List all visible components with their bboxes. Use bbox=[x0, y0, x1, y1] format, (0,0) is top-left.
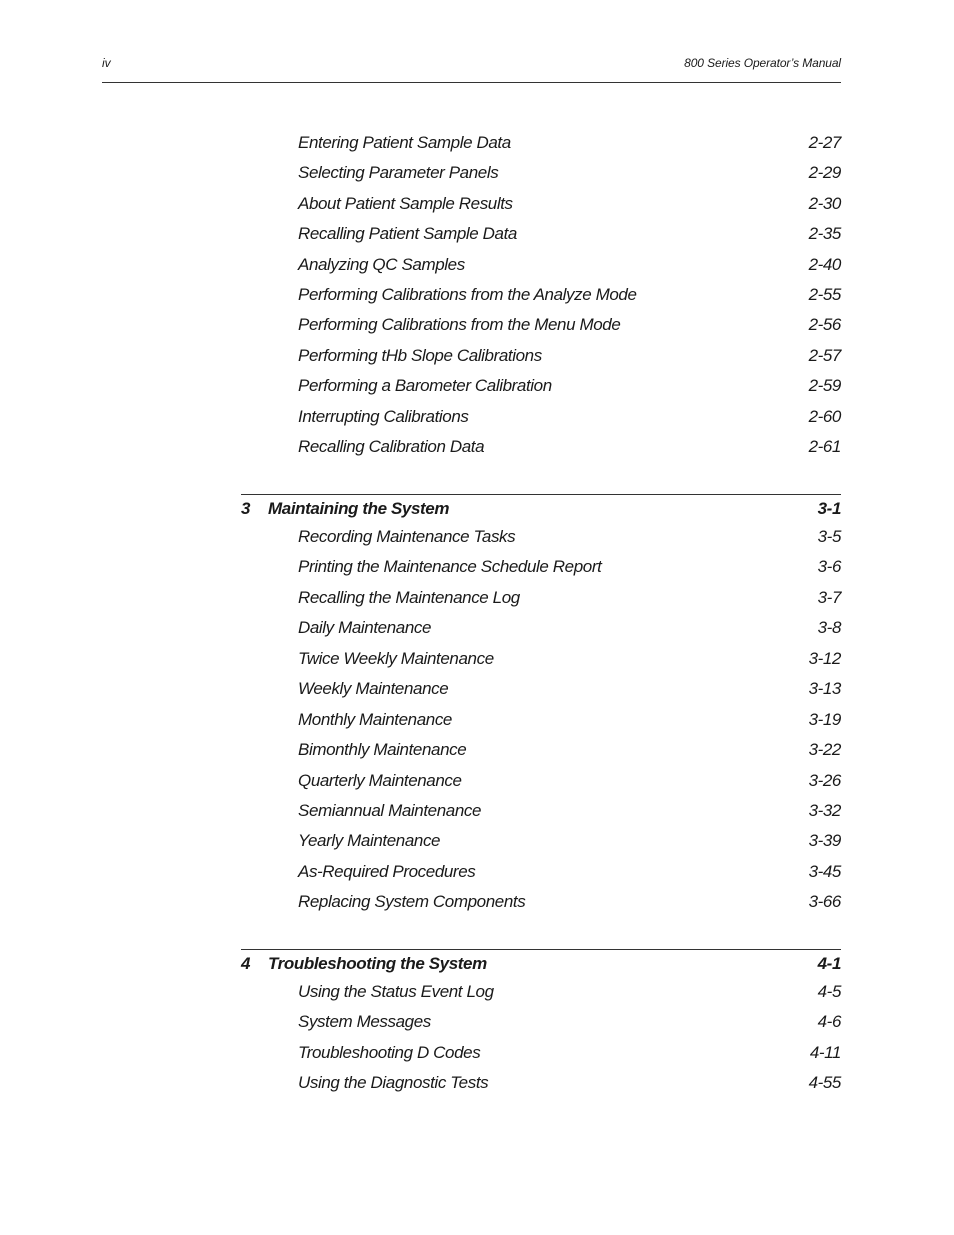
toc-entry-title: Performing a Barometer Calibration bbox=[298, 376, 552, 395]
toc-entry-page: 2-30 bbox=[808, 194, 841, 213]
toc-entry-page: 3-6 bbox=[817, 557, 841, 576]
toc-entry-title: Using the Status Event Log bbox=[298, 982, 494, 1001]
page-number: iv bbox=[102, 56, 111, 70]
toc-entry[interactable] bbox=[298, 679, 841, 701]
toc-entry-page: 2-55 bbox=[808, 285, 841, 304]
toc-entry-title: Entering Patient Sample Data bbox=[298, 133, 511, 152]
toc-entry-title: About Patient Sample Results bbox=[298, 194, 513, 213]
toc-entry-page: 2-59 bbox=[808, 376, 841, 395]
chapter-page: 3-1 bbox=[817, 499, 841, 518]
toc-entry-title: Printing the Maintenance Schedule Report bbox=[298, 557, 602, 576]
toc-entry[interactable] bbox=[298, 831, 841, 853]
toc-entry-page: 2-40 bbox=[808, 255, 841, 274]
toc-entry[interactable] bbox=[298, 133, 841, 155]
toc-entry-title: Monthly Maintenance bbox=[298, 710, 452, 729]
toc-entry-title: System Messages bbox=[298, 1012, 431, 1031]
toc-entry[interactable] bbox=[298, 771, 841, 793]
toc-entry[interactable] bbox=[298, 1012, 841, 1034]
toc-chapter-3[interactable] bbox=[241, 499, 841, 521]
toc-entry[interactable] bbox=[298, 740, 841, 762]
toc-entry[interactable] bbox=[298, 437, 841, 459]
toc-entry[interactable] bbox=[298, 710, 841, 732]
toc-entry-page: 2-57 bbox=[808, 346, 841, 365]
toc-entry[interactable] bbox=[298, 315, 841, 337]
toc-entry-title: As-Required Procedures bbox=[298, 862, 476, 881]
toc-entry-page: 2-29 bbox=[808, 163, 841, 182]
toc-entry-title: Weekly Maintenance bbox=[298, 679, 449, 698]
toc-entry-title: Performing Calibrations from the Analyze Mode bbox=[298, 285, 637, 304]
toc-entry[interactable] bbox=[298, 618, 841, 640]
toc-entry-page: 2-56 bbox=[808, 315, 841, 334]
chapter-divider bbox=[241, 949, 841, 950]
toc-entry[interactable] bbox=[298, 346, 841, 368]
toc-entry-title: Daily Maintenance bbox=[298, 618, 432, 637]
toc-entry-page: 2-61 bbox=[808, 437, 841, 456]
toc-entry[interactable] bbox=[298, 801, 841, 823]
chapter-number: 4 bbox=[241, 954, 251, 973]
toc-entry-title: Analyzing QC Samples bbox=[298, 255, 465, 274]
toc-entry-page: 3-5 bbox=[817, 527, 841, 546]
toc-entry[interactable] bbox=[298, 892, 841, 914]
toc-entry-page: 4-6 bbox=[817, 1012, 841, 1031]
toc-entry-page: 3-22 bbox=[808, 740, 841, 759]
toc-entry-page: 3-39 bbox=[808, 831, 841, 850]
chapter-title: Maintaining the System bbox=[268, 499, 450, 518]
toc-entry[interactable] bbox=[298, 1043, 841, 1065]
toc-entry-title: Bimonthly Maintenance bbox=[298, 740, 467, 759]
toc-entry-title: Interrupting Calibrations bbox=[298, 407, 469, 426]
toc-entry-title: Yearly Maintenance bbox=[298, 831, 441, 850]
toc-entry-title: Replacing System Components bbox=[298, 892, 526, 911]
toc-entry-page: 3-19 bbox=[808, 710, 841, 729]
toc-entry[interactable] bbox=[298, 285, 841, 307]
toc-entry[interactable] bbox=[298, 255, 841, 277]
toc-entry-title: Performing Calibrations from the Menu Mode bbox=[298, 315, 621, 334]
manual-title: 800 Series Operator’s Manual bbox=[684, 56, 841, 70]
toc-entry-page: 3-8 bbox=[817, 618, 841, 637]
toc-entry[interactable] bbox=[298, 649, 841, 671]
toc-entry[interactable] bbox=[298, 1073, 841, 1095]
toc-entry[interactable] bbox=[298, 862, 841, 884]
toc-entry[interactable] bbox=[298, 407, 841, 429]
toc-entry[interactable] bbox=[298, 527, 841, 549]
chapter-page: 4-1 bbox=[817, 954, 841, 973]
toc-entry[interactable] bbox=[298, 588, 841, 610]
toc-entry-title: Recording Maintenance Tasks bbox=[298, 527, 516, 546]
toc-entry-title: Recalling the Maintenance Log bbox=[298, 588, 520, 607]
toc-entry-page: 3-7 bbox=[817, 588, 841, 607]
toc-entry[interactable] bbox=[298, 557, 841, 579]
toc-entry-page: 2-60 bbox=[808, 407, 841, 426]
toc-entry[interactable] bbox=[298, 224, 841, 246]
toc-entry-title: Semiannual Maintenance bbox=[298, 801, 482, 820]
toc-entry-page: 4-11 bbox=[809, 1043, 841, 1062]
toc-entry-page: 3-45 bbox=[808, 862, 841, 881]
toc-entry-page: 4-55 bbox=[808, 1073, 841, 1092]
toc-entry-page: 2-27 bbox=[808, 133, 841, 152]
toc-entry-title: Recalling Calibration Data bbox=[298, 437, 485, 456]
toc-entry-title: Selecting Parameter Panels bbox=[298, 163, 499, 182]
toc-entry-page: 3-32 bbox=[808, 801, 841, 820]
chapter-number: 3 bbox=[241, 499, 251, 518]
toc-entry-title: Quarterly Maintenance bbox=[298, 771, 462, 790]
running-header bbox=[102, 56, 841, 83]
toc-entry-title: Twice Weekly Maintenance bbox=[298, 649, 494, 668]
toc-entry[interactable] bbox=[298, 982, 841, 1004]
toc-entry[interactable] bbox=[298, 376, 841, 398]
toc-chapter-4[interactable] bbox=[241, 954, 841, 976]
toc-entry-page: 3-13 bbox=[808, 679, 841, 698]
toc-entry-title: Recalling Patient Sample Data bbox=[298, 224, 517, 243]
toc-entry-page: 3-66 bbox=[808, 892, 841, 911]
chapter-title: Troubleshooting the System bbox=[268, 954, 487, 973]
toc-entry-page: 3-26 bbox=[808, 771, 841, 790]
toc-entry-page: 2-35 bbox=[808, 224, 841, 243]
chapter-divider bbox=[241, 494, 841, 495]
toc-entry[interactable] bbox=[298, 194, 841, 216]
toc-entry-title: Troubleshooting D Codes bbox=[298, 1043, 481, 1062]
toc-entry-title: Using the Diagnostic Tests bbox=[298, 1073, 489, 1092]
toc-entry-title: Performing tHb Slope Calibrations bbox=[298, 346, 542, 365]
toc-entry-page: 3-12 bbox=[808, 649, 841, 668]
toc-entry-page: 4-5 bbox=[817, 982, 841, 1001]
toc-entry[interactable] bbox=[298, 163, 841, 185]
